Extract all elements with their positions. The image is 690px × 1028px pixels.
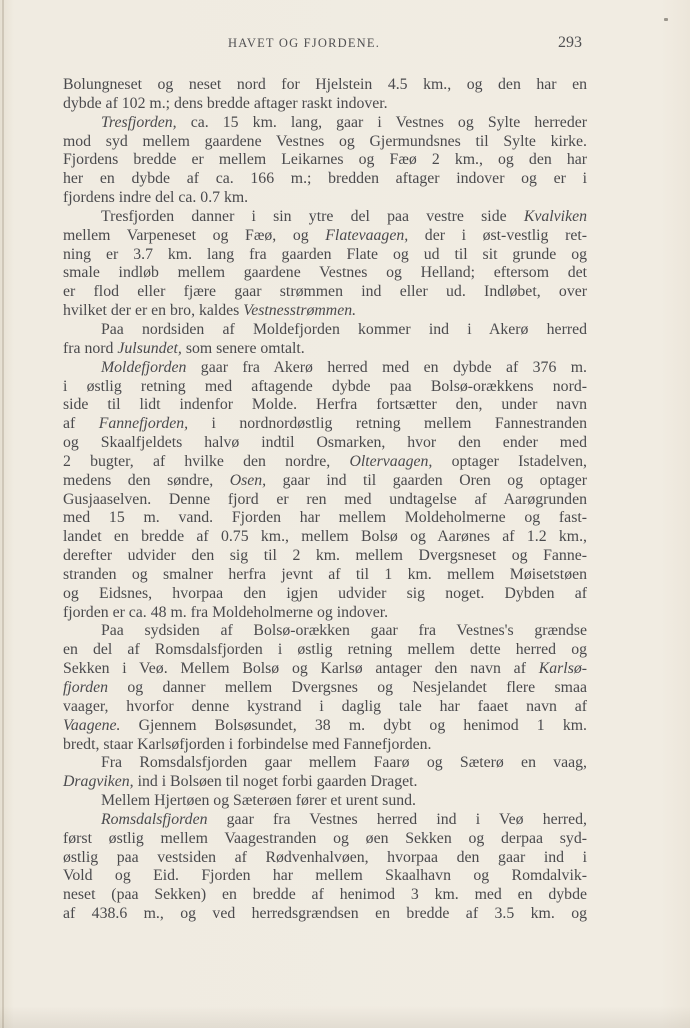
italic-place-name: Vestnesstrømmen.	[243, 302, 357, 320]
text-line	[63, 189, 587, 208]
text-run: først østlig mellem Vaagestranden og øen Sekken og derpaa syd-	[63, 829, 587, 847]
italic-place-name: Tresfjorden,	[101, 113, 177, 131]
text-run: Bolungneset og neset nord for Hjelstein 4.5 km., og den har en	[63, 76, 587, 93]
text-line	[63, 830, 587, 849]
text-run: bredt, staar Karlsøfjorden i forbindelse med Fannefjorden.	[63, 735, 432, 753]
text-run: neset (paa Sekken) en bredde af henimod 3 km. med en dybde	[63, 886, 587, 904]
text-run: hvilket der er en bro, kaldes	[63, 302, 244, 320]
text-run: er flod eller fjære gaar strømmen ind eller ud. Indløbet, over	[63, 283, 587, 301]
text-line	[63, 754, 587, 773]
italic-place-name: Vaagene.	[63, 716, 121, 734]
text-line	[63, 849, 587, 868]
text-run: smale indløb mellem gaardene Vestnes og Helland; eftersom det	[63, 264, 587, 282]
running-head: HAVET OG FJORDENE.	[228, 36, 381, 50]
text-run: landet en bredde af 0.75 km., mellem Bolsø og Aarønes af 1.2 km.,	[63, 528, 587, 546]
text-line	[63, 773, 587, 792]
text-line	[63, 264, 587, 283]
text-run: ca. 15 km. lang, gaar i Vestnes og Sylte herreder	[176, 113, 587, 131]
text-run: med 15 m. vand. Fjorden har mellem Moldeholmerne og fast-	[63, 509, 587, 527]
text-line	[63, 321, 587, 340]
text-run: i nordnordøstlig retning mellem Fannestranden	[188, 415, 587, 433]
text-run: stranden og smalner herfra jevnt af til 1 km. mellem Møisetstøen	[63, 565, 587, 583]
text-line	[63, 585, 587, 604]
text-line	[63, 905, 587, 924]
text-run: der i øst-vestlig ret-	[408, 226, 587, 244]
text-run: her en dybde af ca. 166 m.; bredden aftager indover og er i	[63, 170, 587, 188]
text-line	[63, 114, 587, 133]
text-run: dybde af 102 m.; dens bredde aftager raskt indover.	[63, 94, 388, 112]
text-run: ind i Bolsøen til noget forbi gaarden Draget.	[133, 773, 418, 791]
text-run: mod syd mellem gaardene Vestnes og Gjermundsnes til Sylte kirke.	[63, 132, 587, 150]
text-line	[63, 679, 587, 698]
text-run: fjorden er ca. 48 m. fra Moldeholmerne og indover.	[63, 603, 389, 621]
text-line	[63, 415, 587, 434]
text-run: og Eidsnes, hvorpaa den igjen udvider sig noget. Dybden af	[63, 584, 587, 602]
text-run: fra nord	[63, 339, 118, 357]
italic-place-name: Julsundet,	[117, 339, 182, 357]
text-line	[63, 396, 587, 415]
text-line	[63, 95, 587, 114]
text-run: Paa sydsiden af Bolsø-orækken gaar fra Vestnes's grændse	[101, 622, 587, 640]
text-line	[63, 792, 587, 811]
text-run: i østlig retning med aftagende dybde paa Bolsø-orækkens nord-	[63, 377, 587, 395]
text-run: Paa nordsiden af Moldefjorden kommer ind i Akerø herred	[101, 320, 587, 338]
text-line	[63, 547, 587, 566]
body-text	[63, 76, 587, 924]
text-run: medens den søndre,	[63, 471, 230, 489]
italic-place-name: Moldefjorden	[101, 358, 187, 376]
text-line	[63, 717, 587, 736]
text-line	[63, 170, 587, 189]
text-run: gaar fra Vestnes herred ind i Veø herred,	[207, 810, 587, 828]
text-line	[63, 151, 587, 170]
text-run: ning er 3.7 km. lang fra gaarden Flate og ud til sit grunde og	[63, 245, 587, 263]
text-run: Fra Romsdalsfjorden gaar mellem Faarø og Sæterø en vaag,	[101, 754, 587, 772]
text-line	[63, 76, 587, 95]
italic-place-name: Flatevaagen,	[325, 226, 409, 244]
text-line	[63, 340, 587, 359]
text-line	[63, 622, 587, 641]
text-run: 2 bugter, af hvilke den nordre,	[63, 452, 350, 470]
text-run: Vold og Eid. Fjorden har mellem Skaalhavn og Romdalvik-	[63, 867, 587, 885]
text-run: mellem Varpeneset og Fæø, og	[63, 226, 326, 244]
italic-place-name: Karlsø-	[538, 660, 587, 678]
text-run: som senere omtalt.	[181, 339, 305, 357]
text-run: Mellem Hjertøen og Sæterøen fører et urent sund.	[101, 792, 416, 810]
text-run: og danner mellem Dvergsnes og Nesjelandet flere smaa	[108, 679, 587, 696]
italic-place-name: Oltervaagen,	[349, 452, 433, 470]
text-run: østlig paa vestsiden af Rødvenhalvøen, hvorpaa den gaar ind i	[63, 848, 587, 866]
text-run: Tresfjorden danner i sin ytre del paa vestre side	[101, 207, 524, 225]
text-line	[63, 509, 587, 528]
text-line	[63, 302, 587, 321]
text-line	[63, 886, 587, 905]
text-line	[63, 867, 587, 886]
corner-speck	[664, 18, 668, 21]
page-header	[0, 36, 690, 56]
text-run: vaager, hvorfor denne kystrand i daglig tale har faaet navn af	[63, 697, 587, 715]
text-run: gaar ind til gaarden Oren og optager	[266, 471, 587, 489]
text-line	[63, 660, 587, 679]
text-run: af	[63, 415, 99, 433]
text-line	[63, 472, 587, 491]
italic-place-name: Osen,	[229, 471, 267, 489]
binding-edge	[2, 0, 4, 1028]
text-run: af 438.6 m., og ved herredsgrændsen en bredde af 3.5 km. og	[63, 905, 587, 923]
italic-place-name: fjorden	[63, 679, 109, 696]
text-run: side til lidt indenfor Molde. Herfra fortsætter den, under navn	[63, 396, 587, 414]
text-line	[63, 604, 587, 623]
text-run: og Skaalfjeldets halvø indtil Osmarken, hvor den ender med	[63, 434, 587, 452]
text-run: fjordens indre del ca. 0.7 km.	[63, 189, 249, 207]
text-run: Gusjaaselven. Denne fjord er ren med undtagelse af Aarøgrunden	[63, 490, 587, 508]
text-run: en del af Romsdalsfjorden i østlig retning mellem dette herred og	[63, 641, 587, 659]
text-line	[63, 434, 587, 453]
text-line	[63, 227, 587, 246]
text-run: derefter udvider den sig til 2 km. mellem Dvergsneset og Fanne-	[63, 547, 587, 565]
page-bottom-shade	[0, 1006, 690, 1028]
text-line	[63, 133, 587, 152]
text-line	[63, 246, 587, 265]
italic-place-name: Kvalviken	[523, 207, 587, 225]
page-number: 293	[558, 34, 582, 51]
italic-place-name: Fannefjorden,	[98, 415, 189, 433]
text-line	[63, 811, 587, 830]
text-line	[63, 208, 587, 227]
text-run: optager Istadelven,	[432, 452, 587, 470]
text-line	[63, 641, 587, 660]
text-line	[63, 453, 587, 472]
text-line	[63, 736, 587, 755]
text-line	[63, 528, 587, 547]
text-run: gaar fra Akerø herred med en dybde af 376 m.	[186, 358, 587, 376]
text-line	[63, 283, 587, 302]
text-line	[63, 378, 587, 397]
text-run: Sekken i Veø. Mellem Bolsø og Karlsø antager den navn af	[63, 660, 539, 678]
text-line	[63, 698, 587, 717]
text-line	[63, 491, 587, 510]
text-line	[63, 359, 587, 378]
text-line	[63, 566, 587, 585]
text-run: Gjennem Bolsøsundet, 38 m. dybt og henimod 1 km.	[120, 716, 587, 734]
text-run: Fjordens bredde er mellem Leikarnes og Fæø 2 km., og den har	[63, 151, 587, 169]
italic-place-name: Dragviken,	[63, 773, 134, 791]
italic-place-name: Romsdalsfjorden	[101, 810, 208, 828]
